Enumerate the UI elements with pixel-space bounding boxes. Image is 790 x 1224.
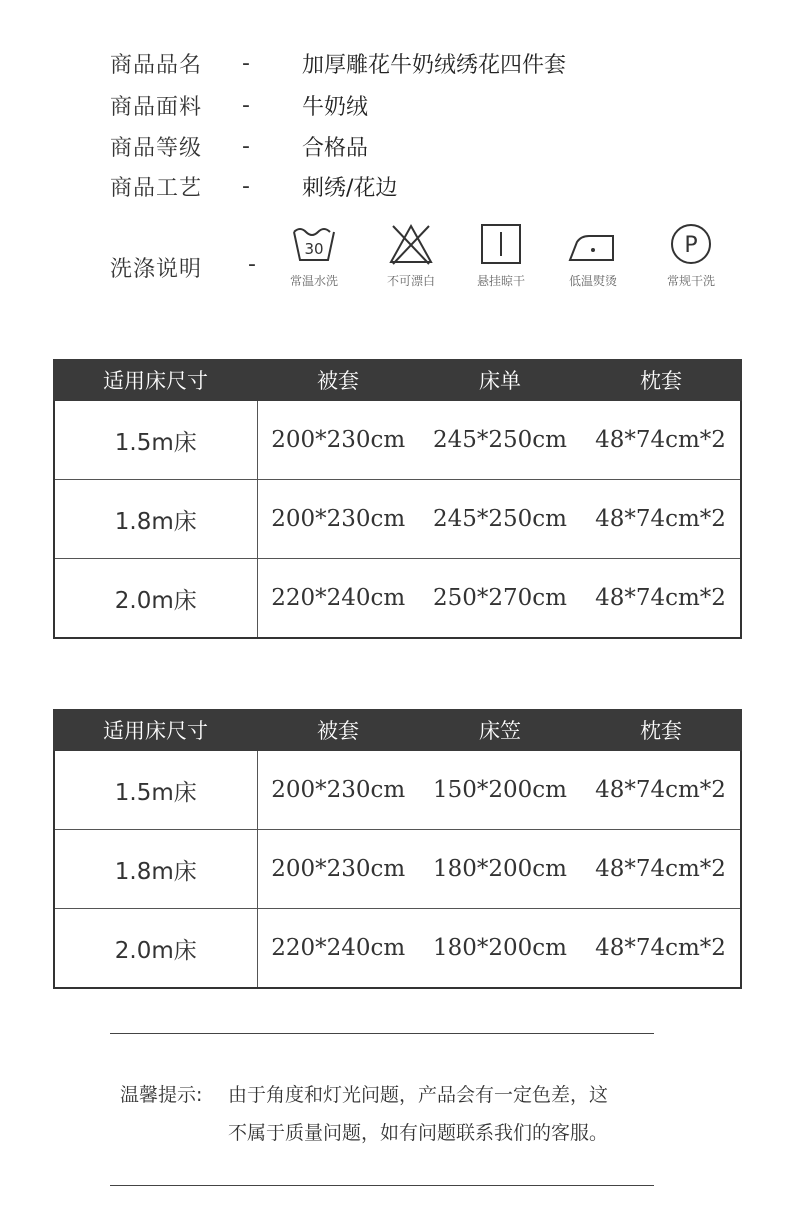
header-sheet: 床单 <box>419 360 581 400</box>
header-duvet: 被套 <box>257 710 419 750</box>
info-row-fabric <box>110 90 368 120</box>
header-bed-size: 适用床尺寸 <box>54 710 257 750</box>
info-dash: - <box>242 92 250 118</box>
info-dash: - <box>242 133 250 159</box>
size-table-fitted <box>53 709 742 989</box>
table-row <box>54 830 741 909</box>
care-caption: 低温熨烫 <box>568 274 617 288</box>
table-row <box>54 909 741 989</box>
no-bleach-icon <box>387 222 435 266</box>
care-item-iron <box>558 222 628 289</box>
info-value: 牛奶绒 <box>302 94 369 120</box>
info-row-craft <box>110 171 397 201</box>
wash-30-icon <box>290 222 338 266</box>
cell-pillowcase: 48*74cm*2 <box>581 909 741 989</box>
info-dash: - <box>242 173 250 199</box>
cell-sheet: 245*250cm <box>419 480 581 559</box>
warm-tip <box>120 1076 648 1152</box>
cell-pillowcase: 48*74cm*2 <box>581 830 741 909</box>
care-item-bleach <box>376 222 446 289</box>
divider-bottom <box>110 1185 654 1186</box>
info-label: 商品面料 <box>110 94 203 120</box>
cell-bed-size: 2.0m床 <box>54 909 257 989</box>
tip-body <box>228 1076 648 1152</box>
care-label: 洗涤说明 <box>110 257 203 282</box>
cell-duvet: 200*230cm <box>257 830 419 909</box>
table-header-row <box>54 360 741 400</box>
table-row <box>54 559 741 639</box>
info-value: 加厚雕花牛奶绒绣花四件套 <box>302 52 567 78</box>
care-caption: 悬挂晾干 <box>476 274 525 288</box>
care-caption: 常温水洗 <box>289 274 338 288</box>
low-iron-icon <box>567 222 619 266</box>
care-caption: 常规干洗 <box>666 274 715 288</box>
cell-sheet: 250*270cm <box>419 559 581 639</box>
info-value: 刺绣/花边 <box>302 175 398 201</box>
care-item-wash <box>279 222 349 289</box>
header-pillowcase: 枕套 <box>581 710 741 750</box>
care-instructions <box>110 222 750 302</box>
info-dash: - <box>242 50 250 76</box>
cell-fitted-sheet: 180*200cm <box>419 830 581 909</box>
cell-fitted-sheet: 180*200cm <box>419 909 581 989</box>
cell-duvet: 220*240cm <box>257 909 419 989</box>
header-fitted-sheet: 床笠 <box>419 710 581 750</box>
info-value: 合格品 <box>302 135 369 161</box>
wash-temp: 30 <box>304 240 324 258</box>
care-dash: - <box>248 252 256 277</box>
info-label: 商品品名 <box>110 52 203 78</box>
cell-bed-size: 1.8m床 <box>54 830 257 909</box>
info-row-grade <box>110 131 368 161</box>
tip-line-1: 由于角度和灯光问题，产品会有一定色差，这 <box>228 1084 609 1106</box>
cell-pillowcase: 48*74cm*2 <box>581 559 741 639</box>
cell-duvet: 200*230cm <box>257 400 419 480</box>
table-row <box>54 400 741 480</box>
info-label: 商品工艺 <box>110 175 203 201</box>
cell-bed-size: 1.8m床 <box>54 480 257 559</box>
cell-bed-size: 2.0m床 <box>54 559 257 639</box>
cell-pillowcase: 48*74cm*2 <box>581 400 741 480</box>
table-header-row <box>54 710 741 750</box>
care-item-dryclean <box>656 222 726 289</box>
dry-clean-p-icon <box>667 222 715 266</box>
cell-duvet: 200*230cm <box>257 750 419 830</box>
tip-label: 温馨提示: <box>120 1084 203 1106</box>
info-row-name <box>110 48 566 78</box>
cell-sheet: 245*250cm <box>419 400 581 480</box>
table-row <box>54 750 741 830</box>
header-bed-size: 适用床尺寸 <box>54 360 257 400</box>
header-duvet: 被套 <box>257 360 419 400</box>
cell-fitted-sheet: 150*200cm <box>419 750 581 830</box>
care-item-hang <box>466 222 536 289</box>
header-pillowcase: 枕套 <box>581 360 741 400</box>
cell-duvet: 200*230cm <box>257 480 419 559</box>
cell-pillowcase: 48*74cm*2 <box>581 750 741 830</box>
tip-line-2: 不属于质量问题，如有问题联系我们的客服。 <box>228 1122 609 1144</box>
table-row <box>54 480 741 559</box>
hang-dry-icon <box>477 222 525 266</box>
cell-duvet: 220*240cm <box>257 559 419 639</box>
cell-bed-size: 1.5m床 <box>54 750 257 830</box>
cell-bed-size: 1.5m床 <box>54 400 257 480</box>
dryclean-letter: P <box>684 233 698 258</box>
cell-pillowcase: 48*74cm*2 <box>581 480 741 559</box>
size-table-sheet <box>53 359 742 639</box>
info-label: 商品等级 <box>110 135 203 161</box>
care-caption: 不可漂白 <box>386 274 435 288</box>
divider-top <box>110 1033 654 1034</box>
